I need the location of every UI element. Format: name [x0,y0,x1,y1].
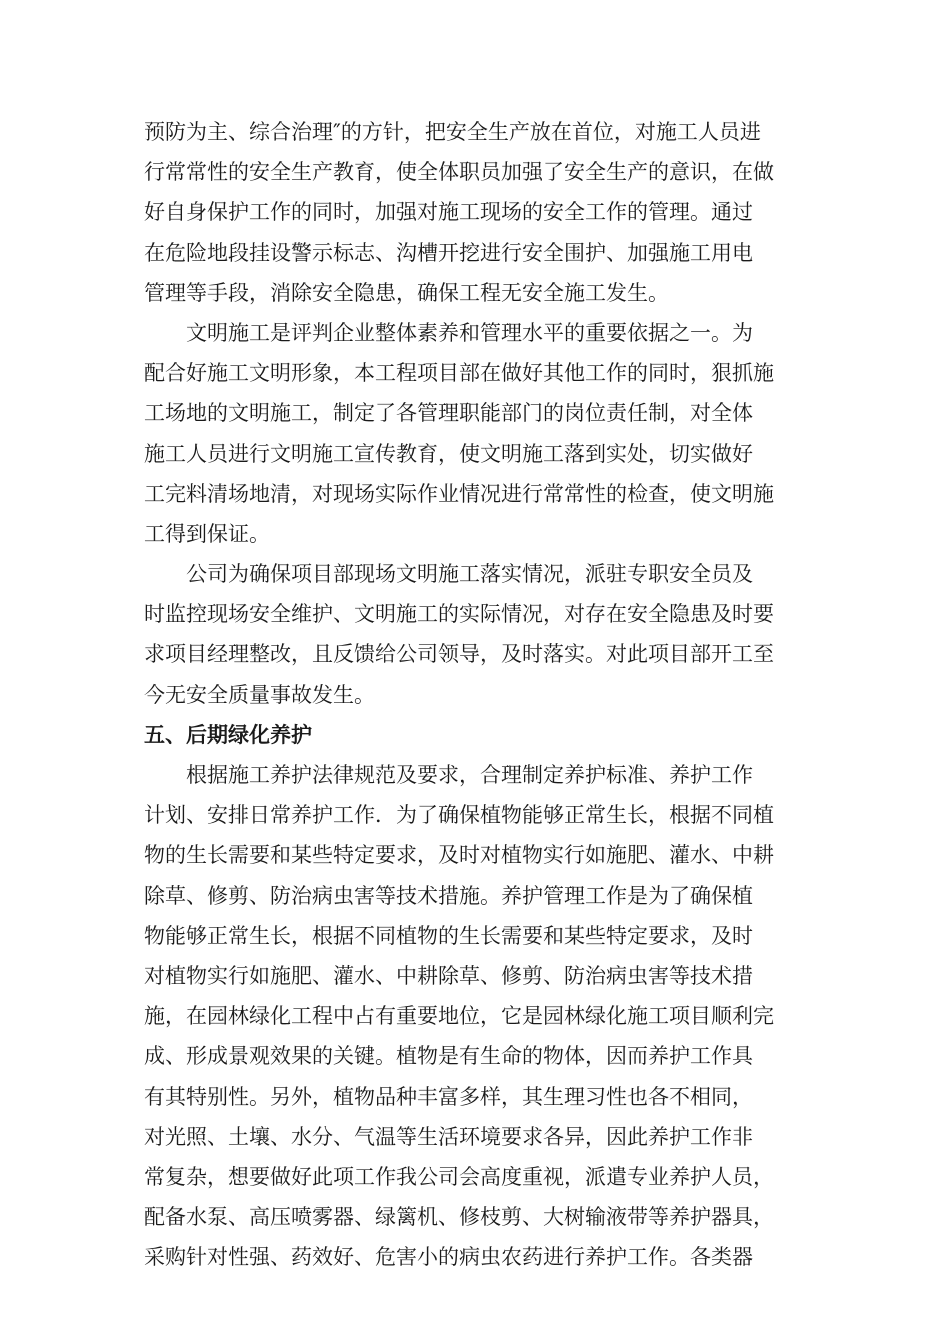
text-line: 除草、修剪、防治病虫害等技术措施。养护管理工作是为了确保植 [144,883,753,908]
text-line: 成、形成景观效果的关键。植物是有生命的物体，因而养护工作具 [144,1044,753,1069]
text-line: 配备水泵、高压喷雾器、绿篱机、修枝剪、大树输液带等养护器具， [144,1205,774,1230]
text-line: 计划、安排日常养护工作．为了确保植物能够正常生长，根据不同植 [144,803,774,828]
text-line: 根据施工养护法律规范及要求，合理制定养护标准、养护工作 [144,763,753,787]
paragraph-safety-policy [144,112,814,313]
text-line: 管理等手段，消除安全隐患，确保工程无安全施工发生。 [144,280,669,305]
paragraph-civilized-construction [144,313,814,554]
text-line: 物的生长需要和某些特定要求，及时对植物实行如施肥、灌水、中耕 [144,843,774,868]
text-line: 文明施工是评判企业整体素养和管理水平的重要依据之一。为 [144,320,753,345]
text-line: 好自身保护工作的同时，加强对施工现场的安全工作的管理。通过 [144,200,753,225]
text-line: 今无安全质量事故发生。 [144,682,375,707]
paragraph-safety-officer [144,554,814,715]
text-line: 采购针对性强、药效好、危害小的病虫农药进行养护工作。各类器 [144,1245,753,1270]
text-line: 施工人员进行文明施工宣传教育，使文明施工落到实处，切实做好 [144,441,753,466]
text-line: 公司为确保项目部现场文明施工落实情况，派驻专职安全员及 [144,562,753,587]
text-line: 求项目经理整改，且反馈给公司领导，及时落实。对此项目部开工至 [144,642,774,667]
text-line: 在危险地段挂设警示标志、沟槽开挖进行安全围护、加强施工用电 [144,240,753,265]
text-line: 预防为主、综合治理″的方针，把安全生产放在首位，对施工人员进 [144,120,761,144]
text-line: 施，在园林绿化工程中占有重要地位，它是园林绿化施工项目顺利完 [144,1004,774,1029]
text-line: 时监控现场安全维护、文明施工的实际情况，对存在安全隐患及时要 [144,602,774,627]
paragraph-green-maintenance [144,755,814,1277]
text-line: 对光照、土壤、水分、气温等生活环境要求各异，因此养护工作非 [144,1124,753,1149]
text-line: 有其特别性。另外，植物品种丰富多样，其生理习性也各不相同， [144,1084,753,1109]
text-line: 行常常性的安全生产教育，使全体职员加强了安全生产的意识，在做 [144,160,774,185]
text-line: 物能够正常生长，根据不同植物的生长需要和某些特定要求，及时 [144,923,753,948]
document-body [144,112,814,1277]
text-line: 工场地的文明施工，制定了各管理职能部门的岗位责任制，对全体 [144,401,753,426]
section-heading: 五、后期绿化养护 [144,722,312,747]
text-line: 工得到保证。 [144,521,270,546]
text-line: 工完料清场地清，对现场实际作业情况进行常常性的检查，使文明施 [144,481,774,506]
text-line: 对植物实行如施肥、灌水、中耕除草、修剪、防治病虫害等技术措 [144,963,753,988]
text-line: 常复杂，想要做好此项工作我公司会高度重视，派遣专业养护人员， [144,1164,774,1189]
text-line: 配合好施工文明形象，本工程项目部在做好其他工作的同时，狠抓施 [144,361,774,386]
